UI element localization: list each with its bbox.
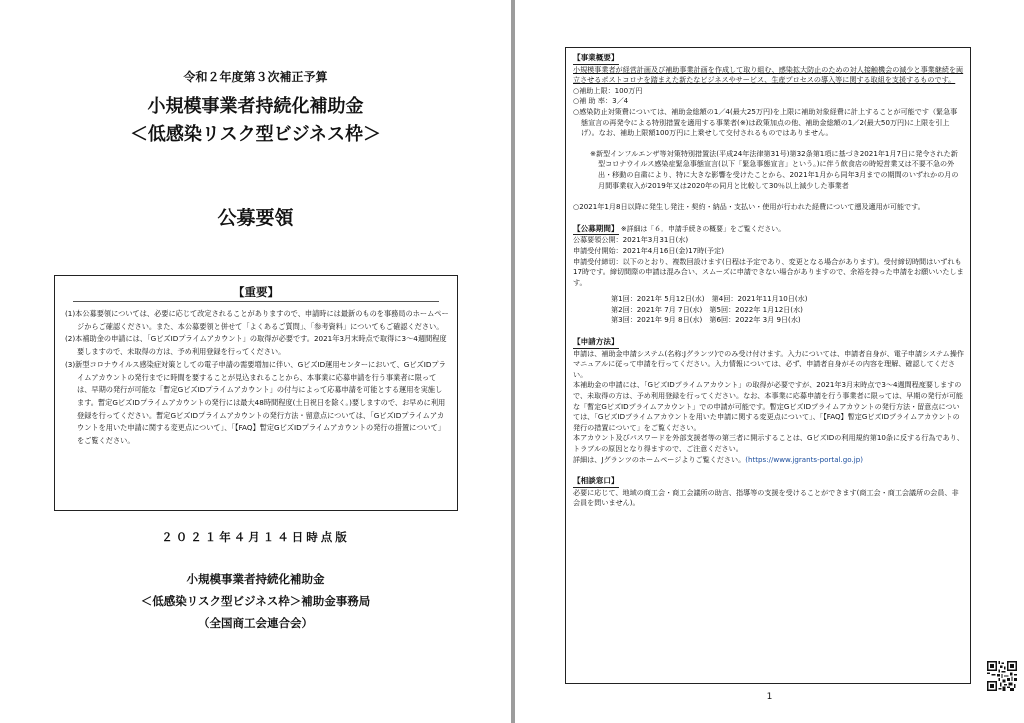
subsidy-rate: ○補 助 率：3／4 (573, 96, 629, 106)
qr-code-icon (987, 661, 1017, 691)
period-accept: 申請受付開始：2021年4月16日(金)17時(予定) (573, 245, 725, 255)
important-divider (73, 301, 439, 302)
infection-measures: ○感染防止対策費については、補助金総額の1／4(最大25万円)を上限に補助対象経費に計上することが可能です（緊急事態宣言の再発令による特別措置を適用する事業者(※)は政策加点の他、補助金総額の1／2(最大50万円)に上限を引上げ）。なお、補助上限額100万円に上乗せして交付されるものではありません。 (573, 106, 958, 138)
title-line-1: 小規模事業者持続化補助金 (147, 96, 364, 117)
important-item-1: (1)本公募要領については、必要に応じて改定されることがありますので、申請時には最新のものを事務局のホームページからご確認ください。また、本公募要領と併せて「よくあるご質問」、「参考資料」についてもご確認ください。 (65, 309, 449, 331)
summary-page (515, 0, 1024, 723)
org-line-3: （全国商工会連合会） (198, 616, 313, 630)
method-p4: 詳細は、Jグランツのホームページよりご覧ください。 (573, 454, 746, 464)
consult-heading: 【相談窓口】 (573, 476, 619, 488)
period-heading: 【公募期間】 (573, 224, 619, 236)
retroactive-note: ○2021年1月8日以降に発生し発注・契約・納品・支払い・使用が行われた経費について遡及適用が可能です。 (573, 202, 925, 212)
summary-text (573, 53, 964, 509)
schedule-row-2: 第2回：2021年 7月 7日(水) 第5回：2022年 1月12日(水) (611, 304, 803, 314)
consult-body: 必要に応じて、地域の商工会・商工会議所の助言、指導等の支援を受けることができます(商工会・商工会議所の会員、非会員を問いません)。 (573, 487, 959, 508)
subsidy-cap: ○補助上限：100万円 (573, 85, 643, 95)
important-item-3: (3)新型コロナウイルス感染症対策としての電子申請の需要増加に伴い、GビズID運用センターにおいて、GビズIDプライムアカウントの発行までに時間を要することが見込まれることから、本事業に応募申請を行う事業者に限っては、早期の発行が可能な「暫定GビズIDプライムアカウント」の付与によって応募申請を可能とする運用を実施します。暫定GビズIDプライムアカウントの発行には最大48時間程度(土日祝日を除く。)要しますので、お早めに利用登録を行ってください。暫定GビズIDプライムアカウントの発行方法・留意点については、「GビズIDプライムアカウントを用いた申請に関する変更点について」、「【FAQ】暫定GビズIDプライムアカウントの発行の措置について」をご覧ください。 (65, 359, 446, 446)
important-heading: 【重要】 (233, 285, 279, 299)
jgrants-link[interactable]: (https://www.jgrants-portal.go.jp) (745, 454, 864, 464)
cover-page (0, 0, 511, 723)
org-line-2: ＜低感染リスク型ビジネス枠＞補助金事務局 (140, 594, 371, 608)
summary-box (565, 47, 971, 684)
period-start: 公募要領公開：2021年3月31日(水) (573, 235, 689, 245)
method-p2: 本補助金の申請には、「GビズIDプライムアカウント」の取得が必要ですが、2021年3月末時点で3～4週間程度要しますので、未取得の方は、予め利用登録を行ってください。なお、本事業に応募申請を行う事業者に限っては、早期の発行が可能な「暫定GビズIDプライムアカウント」での申請が可能です。暫定GビズIDプライムアカウントの発行方法・留意点については、「GビズIDプライムアカウントを用いた申請に関する変更点について」、「【FAQ】暫定GビズIDプライムアカウントの発行の措置について」をご覧ください。 (573, 380, 964, 432)
schedule-row-3: 第3回：2021年 9月 8日(水) 第6回：2022年 3月 9日(水) (611, 315, 801, 325)
page-number: 1 (766, 692, 773, 702)
document-title (0, 93, 511, 149)
overview-body: 小規模事業者が経営計画及び補助事業計画を作成して取り組む、感染拡大防止のための対人接触機会の減少と事業継続を両立させるポストコロナを踏まえた新たなビジネスやサービス、生産プロセスの導入等に関する取組を支援するものです。 (573, 64, 964, 85)
overview-heading: 【事業概要】 (573, 53, 619, 65)
budget-line: 令和２年度第３次補正予算 (183, 70, 328, 84)
special-measure-note: ※新型インフルエンザ等対策特別措置法(平成24年法律第31号)第32条第1項に基づき2021年1月7日に発令された新型コロナウイルス感染症緊急事態宣言(以下「緊急事態宣言」という。)に伴う飲食店の時短営業又は不要不急の外出・移動の自粛により、特に大きな影響を受けたことから、2021年1月から同年3月までの期間のいずれかの月の月間事業収入が2019年又は2020年の同月と比較して30％以上減少した事業者 (590, 148, 959, 190)
important-items (65, 308, 449, 448)
important-notice-box (54, 275, 458, 511)
method-heading: 【申請方法】 (573, 337, 619, 349)
schedule-row-1: 第1回：2021年 5月12日(水) 第4回：2021年11月10日(水) (611, 294, 808, 304)
guide-title: 公募要領 (217, 207, 294, 229)
organizer-block (0, 568, 511, 634)
method-p3: 本アカウント及びパスワードを外部支援者等の第三者に開示することは、GビズIDの利用規約第10条に反する行為であり、トラブルの原因となり得ますので、ご注意ください。 (573, 433, 964, 453)
version-date: ２０２１年４月１４日時点版 (161, 530, 350, 544)
important-item-2: (2)本補助金の申請には、「GビズIDプライムアカウント」の取得が必要です。2021年3月末時点で取得に3～4週間程度要しますので、未取得の方は、予め利用登録を行ってください。 (65, 334, 447, 357)
period-note: ※詳細は「６．申請手続きの概要」をご覧ください。 (620, 224, 786, 233)
title-line-2: ＜低感染リスク型ビジネス枠＞ (129, 124, 382, 145)
period-deadline: 申請受付締切：以下のとおり、複数回設けます(日程は予定であり、変更となる場合があります)。受付締切時間はいずれも17時です。締切間際の申請は混み合い、スムーズに申請できない場合がありますので、余裕を持った申請をお願いいたします。 (573, 256, 964, 287)
method-p1: 申請は、補助金申請システム(名称:Jグランツ)でのみ受け付けます。入力については、申請者自身が、電子申請システム操作マニュアルに従って申請を行ってください。入力情報については、必ず、申請者自身がその内容を理解、確認してください。 (573, 348, 964, 379)
org-line-1: 小規模事業者持続化補助金 (186, 572, 325, 586)
